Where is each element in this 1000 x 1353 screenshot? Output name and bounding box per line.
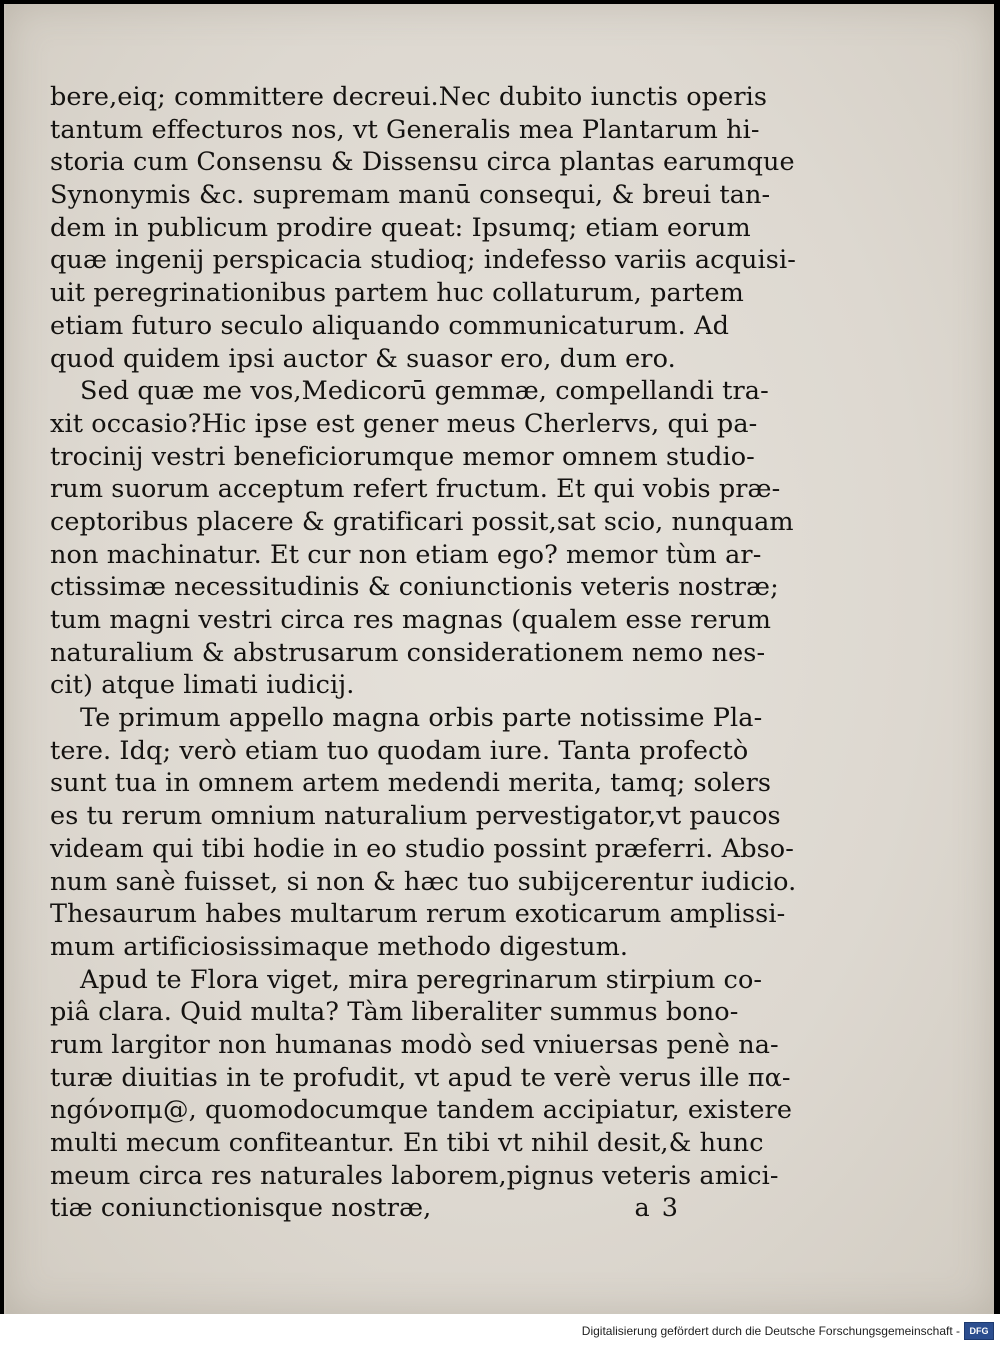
text-line: videam qui tibi hodie in eo studio possint præferri. Abso- (50, 833, 794, 864)
text-line: mum artificiosissimaque methodo digestum. (50, 931, 629, 962)
text-line: quæ ingenij perspicacia studioq; indefesso variis acquisi- (50, 245, 796, 276)
text-line: piâ clara. Quid multa? Tàm liberaliter summus bono- (50, 997, 739, 1028)
text-line: tantum effecturos nos, vt Generalis mea Plantarum hi- (50, 114, 760, 145)
text-line: ctissimæ necessitudinis & coniunctionis veteris nostræ; (50, 572, 779, 603)
text-line: xit occasio?Hic ipse est gener meus Cherlervs, qui pa- (50, 408, 758, 439)
text-line: tum magni vestri circa res magnas (qualem esse rerum (50, 605, 772, 635)
signature-mark: a 3 (634, 1193, 680, 1224)
text-line: Te primum appello magna orbis parte notissime Pla- (80, 703, 763, 734)
text-line: turæ diuitias in te profudit, vt apud te verè verus ille πα- (50, 1062, 791, 1093)
text-line: rum largitor non humanas modò sed vniuersas penè na- (50, 1029, 779, 1060)
dfg-logo (964, 1322, 994, 1340)
text-line: quod quidem ipsi auctor & suasor ero, dum ero. (50, 343, 676, 374)
footer-bar (0, 1314, 1000, 1353)
page-text (50, 81, 797, 1225)
text-line: tere. Idq; verò etiam tuo quodam iure. Tanta profectò (50, 735, 749, 766)
text-line: cit) atque limati iudicij. (50, 670, 355, 701)
text-line: ceptoribus placere & gratificari possit,sat scio, nunquam (50, 506, 794, 537)
text-line: etiam futuro seculo aliquando communicaturum. Ad (50, 310, 730, 341)
text-line: rum suorum acceptum refert fructum. Et qui vobis præ- (50, 474, 781, 505)
text-line: Apud te Flora viget, mira peregrinarum stirpium co- (80, 964, 763, 995)
text-line: tiæ coniunctionisque nostræ, (50, 1193, 432, 1224)
text-line: meum circa res naturales laborem,pignus veteris amici- (50, 1160, 779, 1191)
book-page (4, 4, 994, 1314)
text-line: Thesaurum habes multarum rerum exoticarum amplissi- (50, 899, 786, 930)
text-line: storia cum Consensu & Dissensu circa plantas earumque (50, 147, 795, 178)
last-line-row (50, 1192, 710, 1225)
text-line: naturalium & abstrusarum considerationem nemo nes- (50, 637, 766, 668)
text-line: multi mecum confiteantur. En tibi vt nihil desit,& hunc (50, 1128, 764, 1158)
text-line: num sanè fuisset, si non & hæc tuo subijcerentur iudicio. (50, 866, 797, 897)
text-line: Sed quæ me vos,Medicorū gemmæ, compellandi tra- (80, 376, 769, 407)
text-line: non machinatur. Et cur non etiam ego? memor tùm ar- (50, 539, 762, 570)
funding-credit: Digitalisierung gefördert durch die Deutsche Forschungsgemeinschaft - (581, 1324, 960, 1338)
dfg-logo-text: DFG (969, 1326, 989, 1336)
text-line: dem in publicum prodire queat: Ipsumq; etiam eorum (50, 212, 751, 243)
text-line: bere,eiq; committere decreui.Nec dubito iunctis operis (50, 82, 768, 112)
text-line: Synonymis &c. supremam manū consequi, & breui tan- (50, 180, 771, 211)
text-line: ngόνοπμ@, quomodocumque tandem accipiatur, existere (50, 1095, 793, 1126)
text-line: sunt tua in omnem artem medendi merita, tamq; solers (50, 768, 772, 799)
text-line: es tu rerum omnium naturalium pervestigator,vt paucos (50, 801, 781, 832)
text-line: uit peregrinationibus partem huc collaturum, partem (50, 278, 744, 309)
text-line: trocinij vestri beneficiorumque memor omnem studio- (50, 441, 755, 472)
